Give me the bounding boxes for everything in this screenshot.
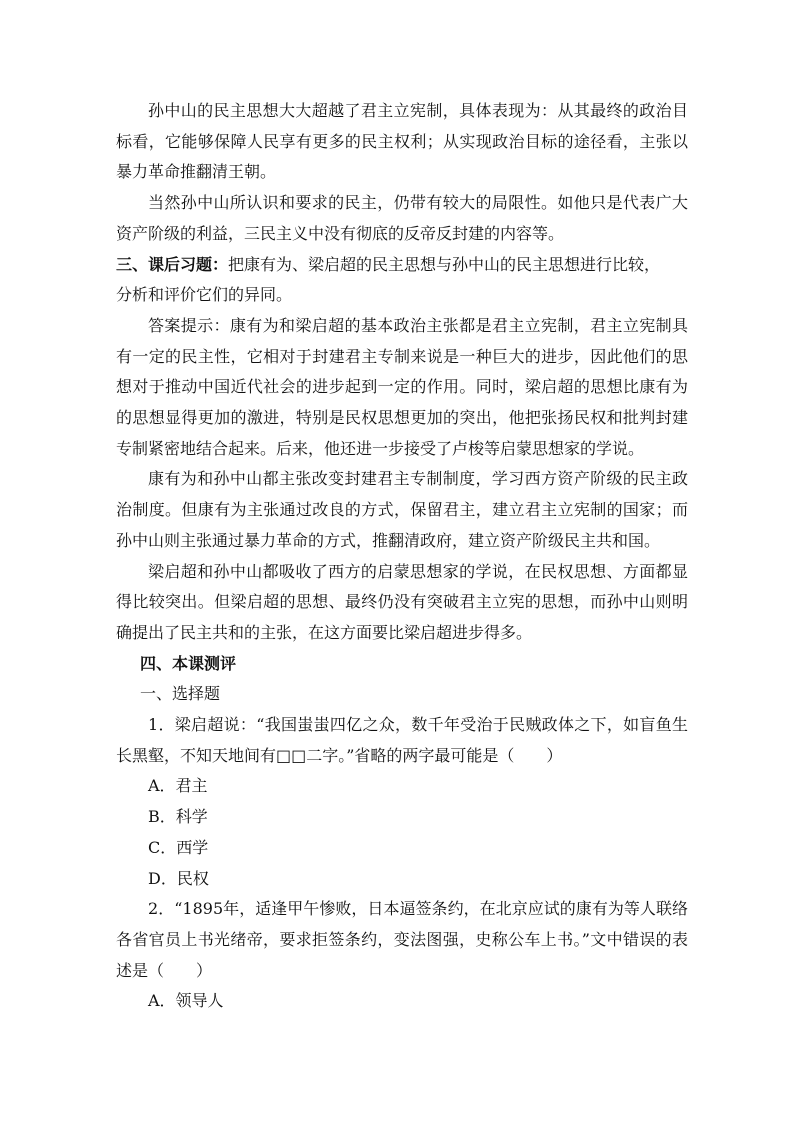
- question-2-option-a: A．领导人: [148, 991, 224, 1011]
- exercise-heading-text-2: 分析和评价它们的异同。: [116, 285, 293, 305]
- question-1-stem: 1．梁启超说：“我国蚩蚩四亿之众，数千年受治于民贼政体之下，如盲鱼生长黑壑，不知天地间有□□二字。”省略的两字最可能是（ ）: [116, 715, 688, 765]
- paragraph-answer-hint: 答案提示：康有为和梁启超的基本政治主张都是君主立宪制，君主立宪制具有一定的民主性，它相对于封建君主专制来说是一种巨大的进步，因此他们的思想对于推动中国近代社会的进步起到一定的作用。同时，梁启超的思想比康有为的思想显得更加的激进，特别是民权思想更加的突出，他把张扬民权和批判封建专制紧密地结合起来。后来，他还进一步接受了卢梭等启蒙思想家的学说。: [116, 315, 688, 458]
- exercise-heading-label: 三、课后习题：: [116, 254, 229, 274]
- question-1-option-a: A．君主: [148, 776, 208, 796]
- exercise-heading: [116, 250, 688, 281]
- section-title-assessment: 四、本课测评: [140, 653, 237, 673]
- paragraph-limitations: 当然孙中山所认识和要求的民主，仍带有较大的局限性。如他只是代表广大资产阶级的利益，三民主义中没有彻底的反帝反封建的内容等。: [116, 193, 688, 243]
- section-subtitle-choice: 一、选择题: [140, 684, 221, 704]
- question-1-option-d: D．民权: [148, 868, 209, 888]
- paragraph-liang-sun-comparison: 梁启超和孙中山都吸收了西方的启蒙思想家的学说，在民权思想、方面都显得比较突出。但梁启超的思想、最终仍没有突破君主立宪的思想，而孙中山则明确提出了民主共和的主张，在这方面要比梁启超进步得多。: [116, 561, 688, 642]
- document-body: [116, 96, 688, 1017]
- question-1-option-c: C．西学: [148, 837, 209, 857]
- exercise-heading-text-1: 把康有为、梁启超的民主思想与孙中山的民主思想进行比较，: [228, 254, 661, 274]
- paragraph-sun-democracy: 孙中山的民主思想大大超越了君主立宪制，具体表现为：从其最终的政治目标看，它能够保障人民享有更多的民主权利；从实现政治目标的途径看，主张以暴力革命推翻清王朝。: [116, 101, 688, 182]
- paragraph-kang-sun-comparison: 康有为和孙中山都主张改变封建君主专制制度，学习西方资产阶级的民主政治制度。但康有为主张通过改良的方式，保留君主，建立君主立宪制的国家；而孙中山则主张通过暴力革命的方式，推翻清政府，建立资产阶级民主共和国。: [116, 469, 688, 550]
- question-2-stem: 2．“1895年，适逢甲午惨败，日本逼签条约，在北京应试的康有为等人联络各省官员上书光绪帝，要求拒签条约，变法图强，史称公车上书。”文中错误的表述是（ ）: [116, 899, 688, 980]
- question-1-option-b: B．科学: [148, 807, 208, 827]
